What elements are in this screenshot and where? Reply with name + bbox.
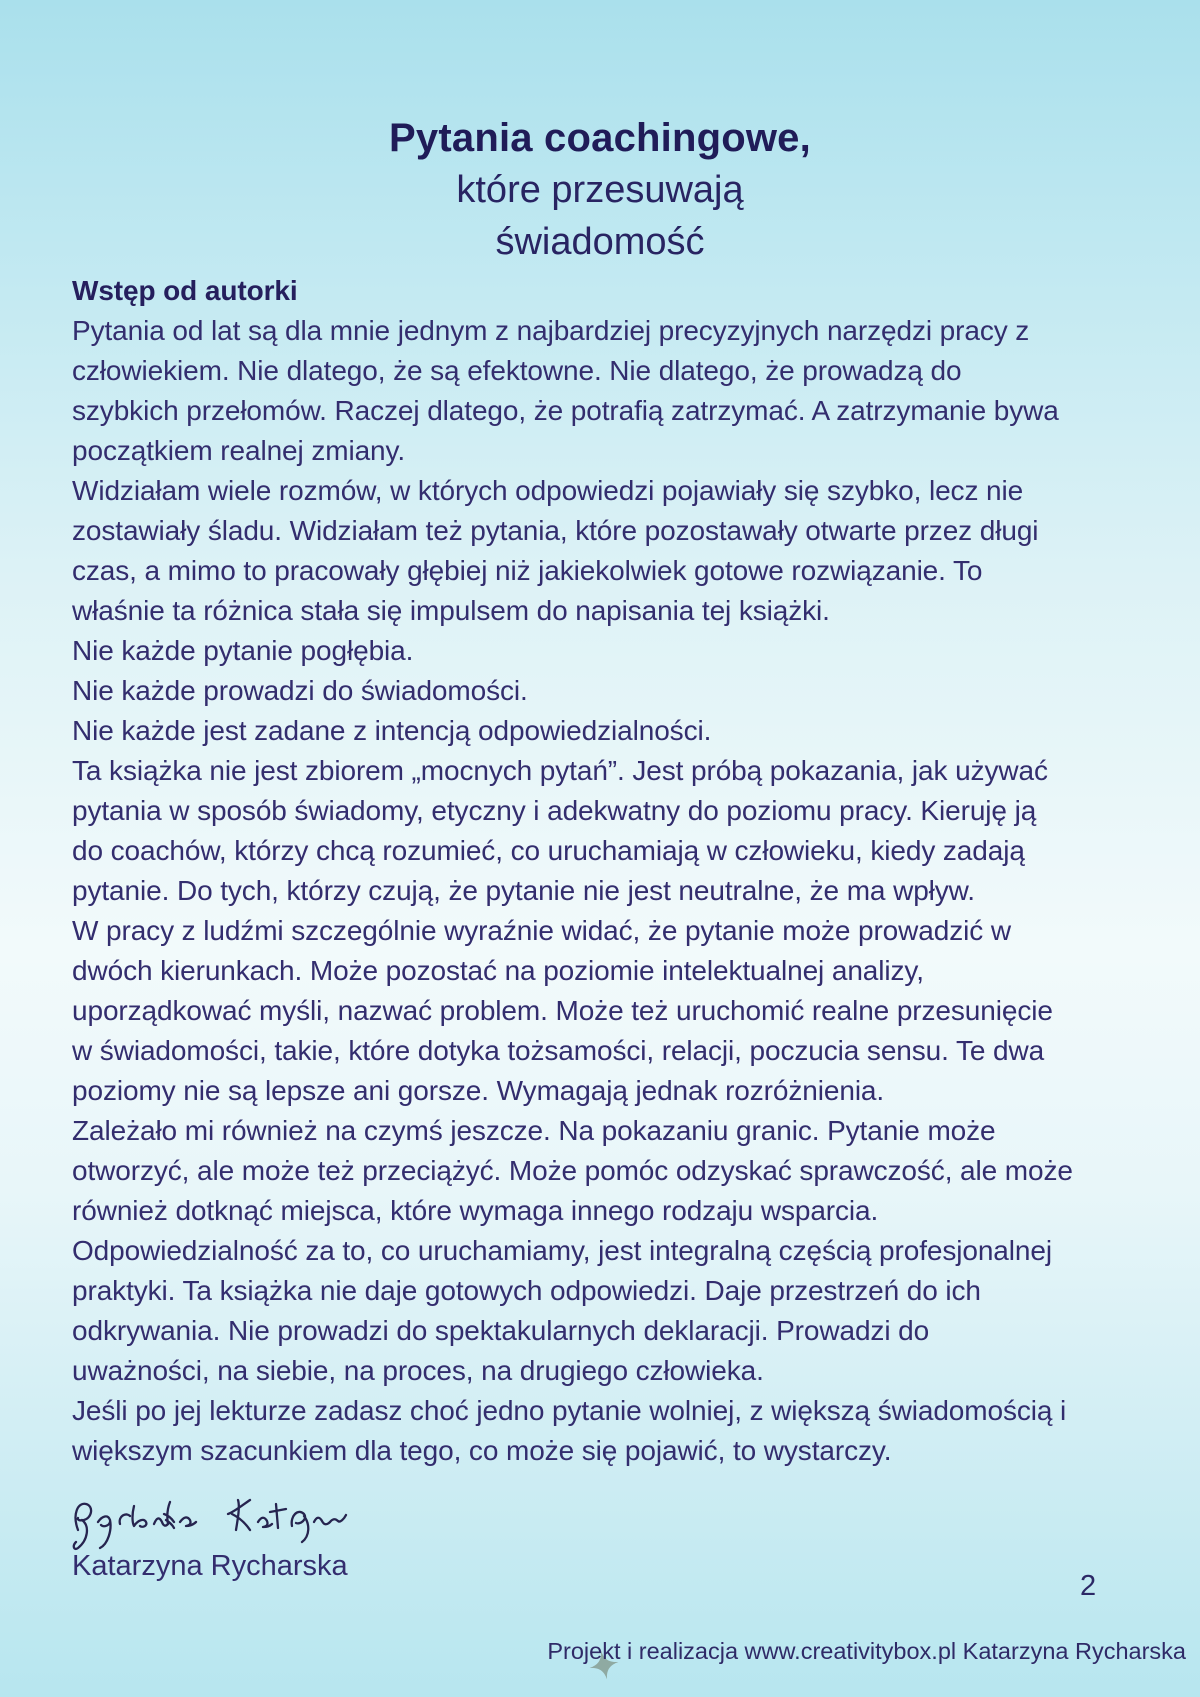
- body-line: odkrywania. Nie prowadzi do spektakularnych deklaracji. Prowadzi do: [72, 1315, 930, 1346]
- body-line: poziomy nie są lepsze ani gorsze. Wymagają jednak rozróżnienia.: [72, 1075, 885, 1106]
- body-line: Ta książka nie jest zbiorem „mocnych pytań”. Jest próbą pokazania, jak używać: [72, 755, 1048, 786]
- body-line: Pytania od lat są dla mnie jednym z najbardziej precyzyjnych narzędzi pracy z: [72, 315, 1030, 346]
- page-number: 2: [1080, 1570, 1097, 1602]
- body-line: praktyki. Ta książka nie daje gotowych odpowiedzi. Daje przestrzeń do ich: [72, 1275, 981, 1306]
- body-line: pytania w sposób świadomy, etyczny i adekwatny do poziomu pracy. Kieruję ją: [72, 795, 1037, 826]
- page-title: [0, 112, 1200, 268]
- body-line: również dotknąć miejsca, które wymaga innego rodzaju wsparcia.: [72, 1195, 879, 1226]
- author-name: Katarzyna Rycharska: [72, 1550, 348, 1582]
- body-line: początkiem realnej zmiany.: [72, 435, 406, 466]
- body-line: większym szacunkiem dla tego, co może się pojawić, to wystarczy.: [72, 1435, 892, 1466]
- body-line: otworzyć, ale może też przeciążyć. Może pomóc odzyskać sprawczość, ale może: [72, 1155, 1073, 1186]
- section-heading: Wstęp od autorki: [72, 275, 298, 306]
- body-line: dwóch kierunkach. Może pozostać na poziomie intelektualnej analizy,: [72, 955, 924, 986]
- body-line: szybkich przełomów. Raczej dlatego, że potrafią zatrzymać. A zatrzymanie bywa: [72, 395, 1059, 426]
- title-line-3: świadomość: [495, 221, 705, 263]
- body-line: Nie każde jest zadane z intencją odpowiedzialności.: [72, 715, 712, 746]
- footer-text: Projekt i realizacja www.creativitybox.pl Katarzyna Rycharska: [547, 1638, 1186, 1664]
- body-line: W pracy z ludźmi szczególnie wyraźnie widać, że pytanie może prowadzić w: [72, 915, 1011, 946]
- body-line: w świadomości, takie, które dotyka tożsamości, relacji, poczucia sensu. Te dwa: [72, 1035, 1045, 1066]
- body-line: uważności, na siebie, na proces, na drugiego człowieka.: [72, 1355, 764, 1386]
- intro-section: [72, 271, 1142, 1471]
- body-line: uporządkować myśli, nazwać problem. Może też uruchomić realne przesunięcie: [72, 995, 1053, 1026]
- body-line: człowiekiem. Nie dlatego, że są efektowne. Nie dlatego, że prowadzą do: [72, 355, 962, 386]
- body-line: Jeśli po jej lekturze zadasz choć jedno pytanie wolniej, z większą świadomością i: [72, 1395, 1067, 1426]
- body-line: do coachów, którzy chcą rozumieć, co uruchamiają w człowieku, kiedy zadają: [72, 835, 1025, 866]
- body-line: Zależało mi również na czymś jeszcze. Na pokazaniu granic. Pytanie może: [72, 1115, 996, 1146]
- body-line: czas, a mimo to pracowały głębiej niż jakiekolwiek gotowe rozwiązanie. To: [72, 555, 983, 586]
- body-line: Odpowiedzialność za to, co uruchamiamy, jest integralną częścią profesjonalnej: [72, 1235, 1052, 1266]
- body-line: Widziałam wiele rozmów, w których odpowiedzi pojawiały się szybko, lecz nie: [72, 475, 1024, 506]
- body-line: Nie każde pytanie pogłębia.: [72, 635, 414, 666]
- body-line: zostawiały śladu. Widziałam też pytania, które pozostawały otwarte przez długi: [72, 515, 1039, 546]
- body-line: Nie każde prowadzi do świadomości.: [72, 675, 528, 706]
- body-line: pytanie. Do tych, którzy czują, że pytanie nie jest neutralne, że ma wpływ.: [72, 875, 975, 906]
- page-footer: [547, 1638, 1186, 1665]
- body-line: właśnie ta różnica stała się impulsem do napisania tej książki.: [72, 595, 830, 626]
- title-line-2: które przesuwają: [456, 169, 744, 211]
- title-line-1: Pytania coachingowe,: [389, 116, 811, 160]
